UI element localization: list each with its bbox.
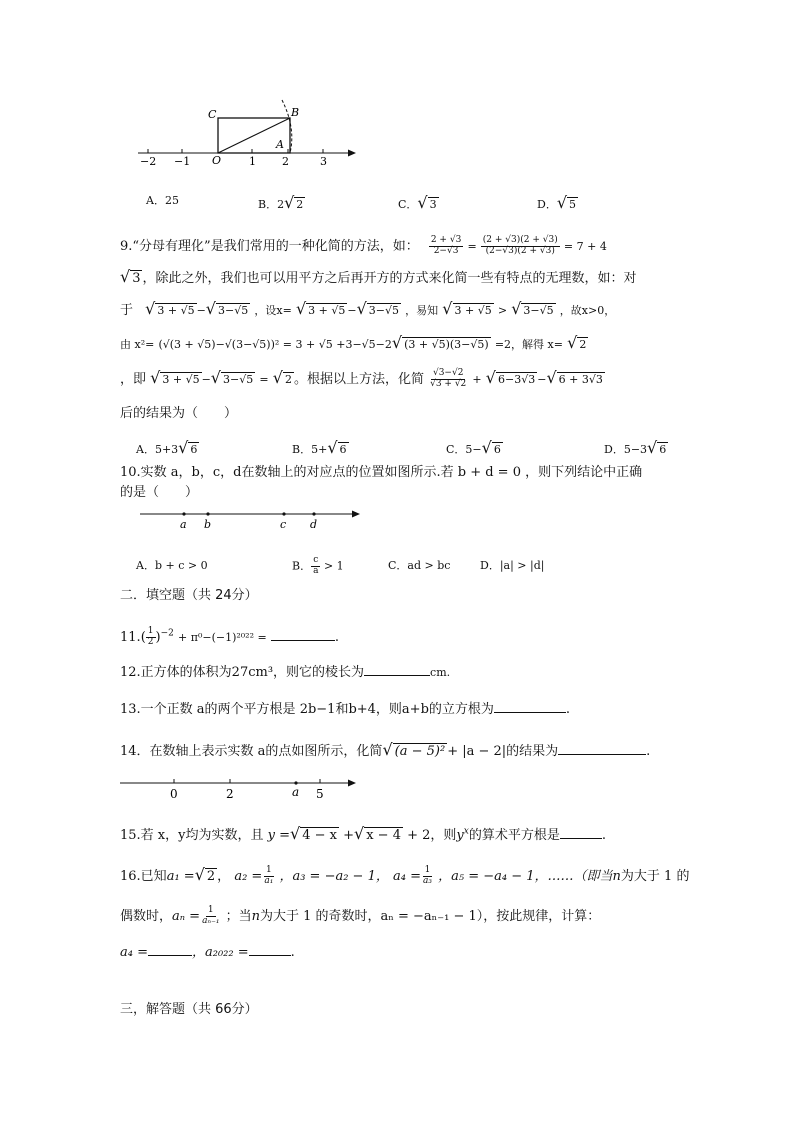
- q8-option-a: A．25: [146, 194, 179, 207]
- point-c: c: [280, 518, 287, 531]
- tick-1: 1: [249, 155, 256, 168]
- point-d: d: [310, 518, 318, 531]
- point-a: a: [180, 518, 187, 531]
- q9-option-d: D．5−3√ 6: [604, 438, 667, 457]
- q9-line4: 由 x²= (√(3 + √5)−√(3−√5))² = 3 + √5 +3−√5−2√ (3 + √5)(3−√5) =2，解得 x= √ 2: [120, 333, 587, 352]
- label-c: C: [208, 108, 217, 121]
- label-b: B: [291, 106, 300, 119]
- q9-line6: 后的结果为（ ）: [120, 406, 238, 421]
- q10-line2: 的是（ ）: [120, 485, 199, 500]
- tick-2: 2: [226, 787, 234, 801]
- section-3-heading: 三，解答题（共 66分）: [120, 1002, 258, 1017]
- q10-option-c: C．ad > bc: [388, 559, 451, 572]
- tick-minus1: −1: [174, 155, 191, 168]
- q16-line3: a₄ = ，a₂₀₂₂ = .: [120, 945, 295, 960]
- label-a: A: [276, 138, 284, 151]
- point-b: b: [204, 518, 212, 531]
- tick-3: 3: [320, 155, 327, 168]
- q9-line5: ，即 √ 3 + √5 −√ 3−√5 = √ 2 。根据以上方法，化简 $\frac{√3-√2}{√3 + √2}$ + √ 6−3√3 −√ 6 + 3√3: [120, 367, 603, 389]
- q12: 12.正方体的体积为27cm³，则它的棱长为 cm.: [120, 665, 451, 680]
- tick-0: 0: [170, 787, 178, 801]
- q10-line1: 10.实数 a，b，c，d在数轴上的对应点的位置如图所示.若 b + d = 0 ，则下列结论中正确: [120, 465, 643, 480]
- q9-line2: √ 3 ，除此之外，我们也可以用平方之后再开方的方式来化简一些有特点的无理数，如：对: [120, 267, 637, 286]
- point-a: a: [292, 785, 300, 799]
- section-2-heading: 二．填空题（共 24分）: [120, 588, 258, 603]
- q8-number-line-figure: [130, 98, 370, 170]
- q8-option-b: B．2√ 2: [258, 193, 304, 212]
- q9-option-a: A．5+3√ 6: [136, 438, 198, 457]
- q11: 11.( $\frac{1}{2}$ )$^{-2}$ + π⁰−(−1)²⁰²² = .: [120, 626, 340, 647]
- q10-option-a: A．b + c > 0: [136, 559, 208, 572]
- q9-option-c: C．5−√ 6: [446, 438, 501, 457]
- q14: 14．在数轴上表示实数 a的点如图所示，化简√ (a − 5)² + |a − 2|的结果为 .: [120, 740, 651, 759]
- q9-line1: 9.“分母有理化”是我们常用的一种化简的方法，如： $\frac{2 + √3}{2-√3}$ = $\frac{(2 + √3)(2 + √3)}{(2-√3)(2 + √3)}$ = 7 + 4: [120, 235, 607, 256]
- label-o: O: [212, 154, 222, 167]
- q16-line1: 16.已知a₁ =√ 2 ， a₂ = $\frac{1}{\text{a₁}}$ ，a₃ = −a₂ − 1， a₄ = $\frac{1}{\text{a₃}}$ ，a₅ = −a₄ − 1，……（即当n为大于 1 的: [120, 864, 690, 886]
- q8-option-d: D．√ 5: [537, 193, 577, 212]
- q9-line3: 于 √ 3 + √5 −√ 3−√5 ，设x= √ 3 + √5 −√ 3−√5 ，易知 √ 3 + √5 > √ 3−√5 ，故x>0，: [120, 299, 616, 318]
- tick-minus2: −2: [140, 155, 157, 168]
- q10-option-b: B． $\frac{c}{a}$ > 1: [292, 555, 344, 576]
- q16-line2: 偶数时，aₙ = $\frac{1}{\text{aₙ₋₁}}$ ；当n为大于 1 的奇数时，aₙ = −aₙ₋₁ − 1），按此规律，计算：: [120, 905, 601, 926]
- q13: 13.一个正数 a的两个平方根是 2b−1和b+4，则a+b的立方根为 .: [120, 702, 571, 717]
- q10-number-line: [138, 506, 364, 532]
- tick-5: 5: [316, 787, 324, 801]
- q14-number-line: [118, 774, 362, 802]
- tick-2: 2: [282, 155, 289, 168]
- q15: 15.若 x，y均为实数，且 y =√ 4 − x +√ x − 4 + 2，则$y^x$的算术平方根是 .: [120, 824, 607, 843]
- q8-option-c: C．√ 3: [398, 193, 437, 212]
- q9-option-b: B．5+√ 6: [292, 438, 347, 457]
- q10-option-d: D．|a| > |d|: [480, 559, 545, 572]
